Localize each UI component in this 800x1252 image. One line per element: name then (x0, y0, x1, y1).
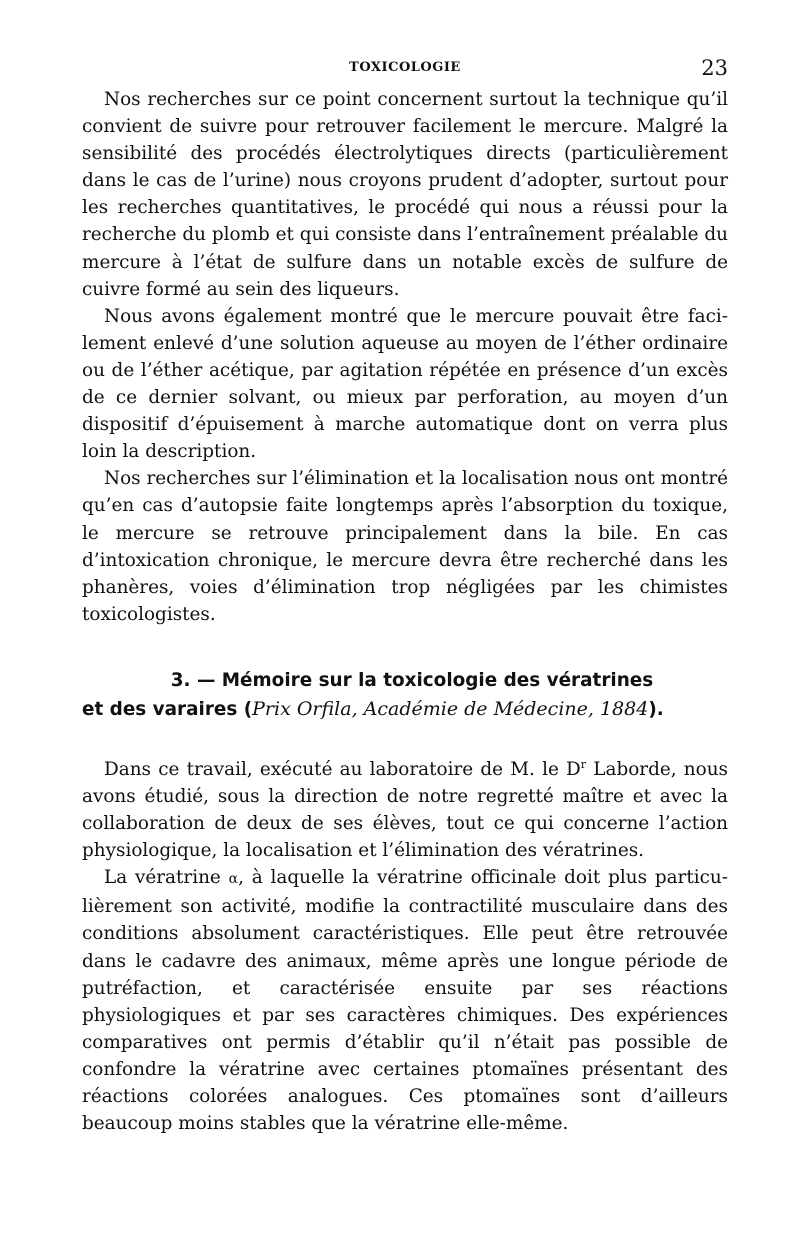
section-heading (82, 666, 728, 724)
paragraph-text: La vératrine (104, 867, 229, 889)
superscript-r: r (580, 757, 587, 771)
page-header (82, 58, 728, 86)
paragraph-text: Dans ce travail, exécuté au laboratoire de M. le D (104, 758, 581, 780)
section-heading-line-1: 3. — Mémoire sur la toxicologie des vératrines (170, 669, 654, 691)
paragraph-text: Laborde, nous avons étudié, sous la direction de notre regretté maître et avec la collaboration de deux de ses élèves, tout ce qui concerne l’action physiologique, la localisation et l’élimination des vératrines. (82, 758, 728, 862)
section-heading-line-2 (82, 695, 728, 724)
heading-text-end: ). (648, 698, 664, 720)
alpha-symbol: α (228, 871, 239, 888)
body-paragraph: Nos recherches sur ce point concernent surtout la technique qu’il convient de suivre pour retrouver facilement le mercure. Malgré la sensibilité des procédés électrolytiques directs (particulièrement dans le cas de l’urine) nous croyons prudent d’adopter, surtout pour les recherches quantitatives, le procédé qui nous a réussi pour la recherche du plomb et qui consiste dans l’entraînement préalable du mercure à l’état de sulfure dans un notable excès de sulfure de cuivre formé au sein des liqueurs. (82, 89, 728, 300)
body-paragraph (82, 864, 728, 1137)
body-paragraph: Nos recherches sur l’élimination et la localisation nous ont montré qu’en cas d’autopsie faite longtemps après l’absorption du toxique, le mercure se retrouve principalement dans la bile. En cas d’intoxication chronique, le mercure devra être recherché dans les phanères, voies d’élimination trop négligées par les chimistes toxicologistes. (82, 468, 728, 625)
heading-text-start: et des varaires ( (82, 698, 253, 720)
prize-citation: Prix Orfila, Académie de Médecine, 1884 (252, 697, 649, 720)
running-title: TOXICOLOGIE (349, 60, 461, 75)
paragraph-text: , à laquelle la vératrine officinale doit plus particulièrement son activité, modifie la contractilité musculaire dans des conditions absolument caractéristiques. Elle peut être retrouvée dans le cadavre des animaux, même après une longue période de putréfaction, et caractérisée ensuite par ses réactions physiologiques et par ses caractères chimiques. Des expériences comparatives ont permis d’établir qu’il n’était pas possible de confondre la vératrine avec certaines ptomaïnes présentant des réactions colorées analogues. Ces ptomaïnes sont d’ailleurs beaucoup moins stables que la vératrine elle-même. (82, 867, 728, 1135)
book-page (82, 58, 728, 1137)
body-paragraph: Nous avons également montré que le mercure pouvait être facilement enlevé d’une solution aqueuse au moyen de l’éther ordinaire ou de l’éther acétique, par agitation répétée en présence d’un excès de ce dernier solvant, ou mieux par perforation, au moyen d’un dispositif d’épuisement à marche automatique dont on verra plus loin la description. (82, 305, 728, 463)
body-paragraph (82, 756, 728, 864)
page-number: 23 (701, 56, 728, 80)
